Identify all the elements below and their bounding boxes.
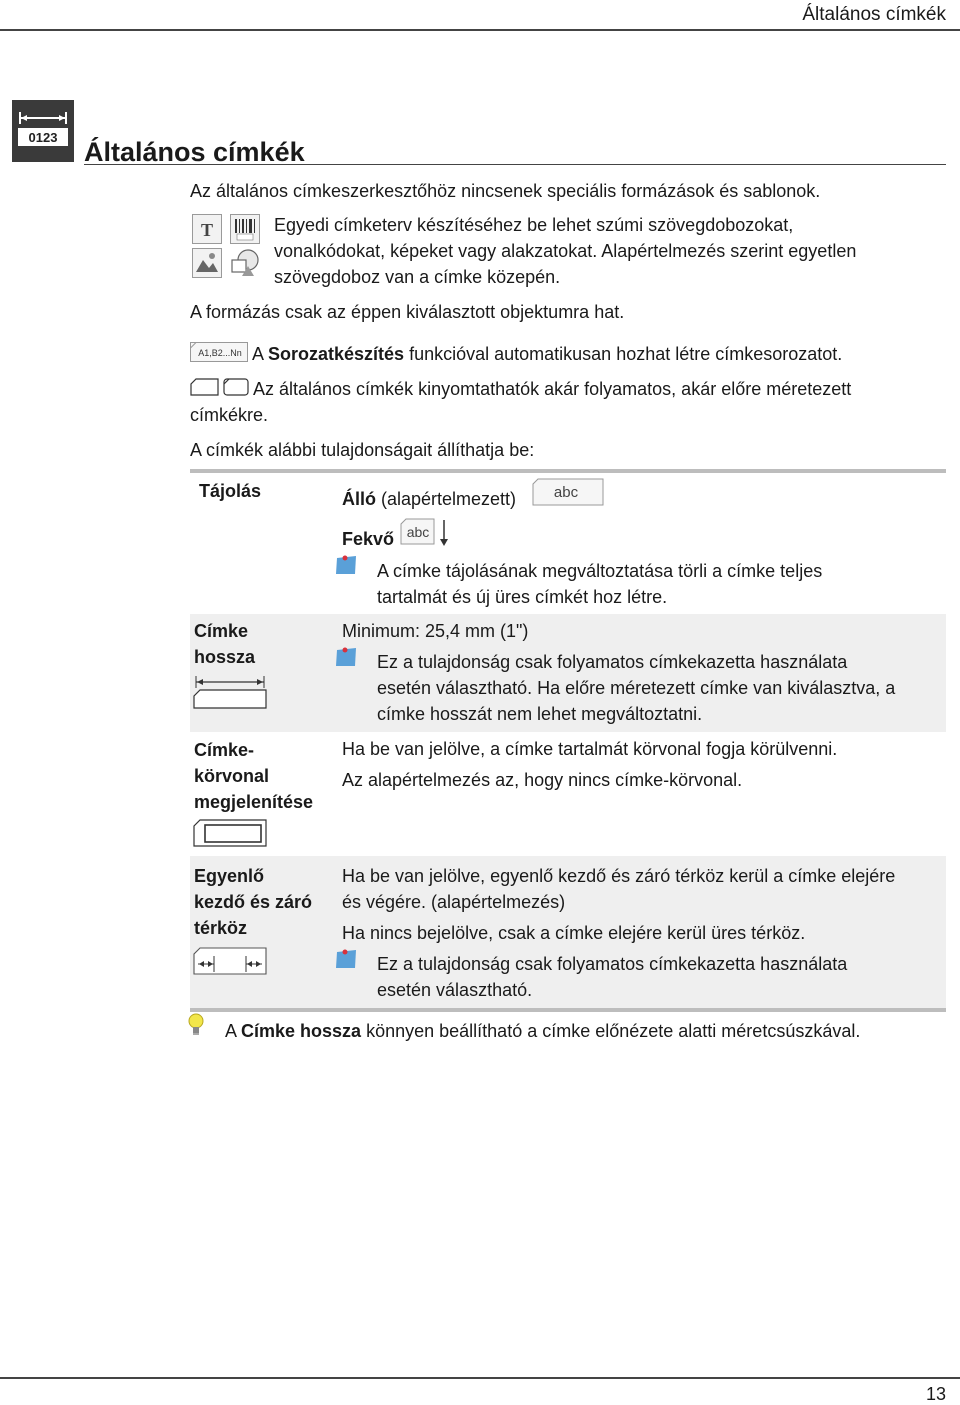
- portrait-name: Álló: [342, 489, 376, 509]
- objects-text: szövegdoboz van a címke közepén.: [274, 267, 561, 287]
- table-bottom-rule: [190, 1008, 946, 1012]
- running-header: Általános címkék: [802, 4, 946, 25]
- title-rule: [84, 164, 946, 165]
- note-icon: [334, 554, 358, 581]
- label-length-section-icon: [12, 100, 74, 162]
- table-top-rule: [190, 469, 946, 473]
- serialize-post: funkcióval automatikusan hozhat létre címkesorozatot.: [404, 344, 843, 364]
- serialize-icon-text: A1,B2...Nn: [198, 348, 242, 358]
- margins-desc: Ha nincs bejelölve, csak a címke elejére kerül üres térköz.: [342, 923, 806, 943]
- border-label: Címke-: [194, 740, 255, 760]
- intro-line: Az általános címkeszerkesztőhöz nincsenek speciális formázások és sablonok.: [190, 181, 821, 201]
- section-title: Általános címkék: [84, 137, 305, 167]
- page-number: 13: [925, 1384, 946, 1404]
- label-length-icon: [192, 674, 268, 715]
- border-label: megjelenítése: [194, 792, 314, 812]
- note-icon: [334, 948, 358, 975]
- print-text: Az általános címkék kinyomtathatók akár folyamatos, akár előre méretezett: [253, 379, 852, 399]
- tip-pre: A: [225, 1021, 242, 1041]
- svg-text:T: T: [200, 220, 214, 240]
- serialize-pre: A: [252, 344, 269, 364]
- margins-label: kezdő és záró: [194, 892, 313, 912]
- section-icon-text: 0123: [28, 130, 58, 145]
- portrait-default: (alapértelmezett): [376, 489, 517, 509]
- tip-feature-name: Címke hossza: [241, 1021, 362, 1041]
- border-desc: Ha be van jelölve, a címke tartalmát körvonal fogja körülvenni.: [342, 739, 838, 759]
- orientation-note: tartalmát és új üres címkét hoz létre.: [377, 587, 668, 607]
- serialize-text: [252, 341, 842, 367]
- shape-tool-icon: [230, 248, 262, 283]
- margins-desc: Ha be van jelölve, egyenlő kezdő és záró térköz kerül a címke elejére: [342, 866, 896, 886]
- landscape-icon: [400, 518, 452, 553]
- print-text: címkékre.: [190, 405, 269, 425]
- lightbulb-icon: [186, 1012, 206, 1041]
- length-label: hossza: [194, 647, 256, 667]
- portrait-icon-text: abc: [553, 484, 579, 501]
- properties-intro: A címkék alábbi tulajdonságait állíthatja be:: [190, 440, 535, 460]
- length-note: esetén választható. Ha előre méretezett címke van kiválasztva, a: [377, 678, 896, 698]
- objects-text: Egyedi címketerv készítéséhez be lehet szúmi szövegdobozokat,: [274, 215, 794, 235]
- margins-label: térköz: [194, 918, 248, 938]
- portrait-icon: [532, 478, 604, 511]
- length-note: Ez a tulajdonság csak folyamatos címkekazetta használata: [377, 652, 848, 672]
- margins-note: esetén választható.: [377, 980, 533, 1000]
- tip-post: könnyen beállítható a címke előnézete alatti méretcsúszkával.: [361, 1021, 861, 1041]
- format-text: A formázás csak az éppen kiválasztott objektumra hat.: [190, 302, 625, 322]
- border-desc: Az alapértelmezés az, hogy nincs címke-körvonal.: [342, 770, 743, 790]
- margins-desc: és végére. (alapértelmezés): [342, 892, 566, 912]
- objects-text: vonalkódokat, képeket vagy alakzatokat. Alapértelmezés szerint egyetlen: [274, 241, 857, 261]
- margins-label: Egyenlő: [194, 866, 265, 886]
- barcode-tool-icon: [230, 214, 260, 249]
- footer-rule: [0, 1377, 960, 1379]
- length-label: Címke: [194, 621, 249, 641]
- header-rule: [0, 29, 960, 31]
- die-cut-label-icon: [222, 377, 250, 402]
- note-icon: [334, 646, 358, 673]
- image-tool-icon: [192, 248, 222, 283]
- length-note: címke hosszát nem lehet megváltoztatni.: [377, 704, 703, 724]
- orientation-label: Tájolás: [199, 481, 262, 501]
- text-tool-icon: [192, 214, 222, 249]
- serialize-icon: [190, 342, 248, 367]
- margins-note: Ez a tulajdonság csak folyamatos címkekazetta használata: [377, 954, 848, 974]
- label-border-icon: [192, 818, 268, 853]
- serialize-feature-name: Sorozatkészítés: [268, 344, 405, 364]
- landscape-name: Fekvő: [342, 529, 395, 549]
- landscape-icon-text: abc: [406, 524, 430, 540]
- equal-margins-icon: [192, 946, 268, 981]
- continuous-label-icon: [190, 377, 220, 402]
- tip-text: [225, 1018, 860, 1044]
- orientation-note: A címke tájolásának megváltoztatása törli a címke teljes: [377, 561, 823, 581]
- length-minimum: Minimum: 25,4 mm (1"): [342, 621, 529, 641]
- landscape-option: [342, 526, 394, 552]
- border-label: körvonal: [194, 766, 270, 786]
- portrait-option: [342, 486, 516, 512]
